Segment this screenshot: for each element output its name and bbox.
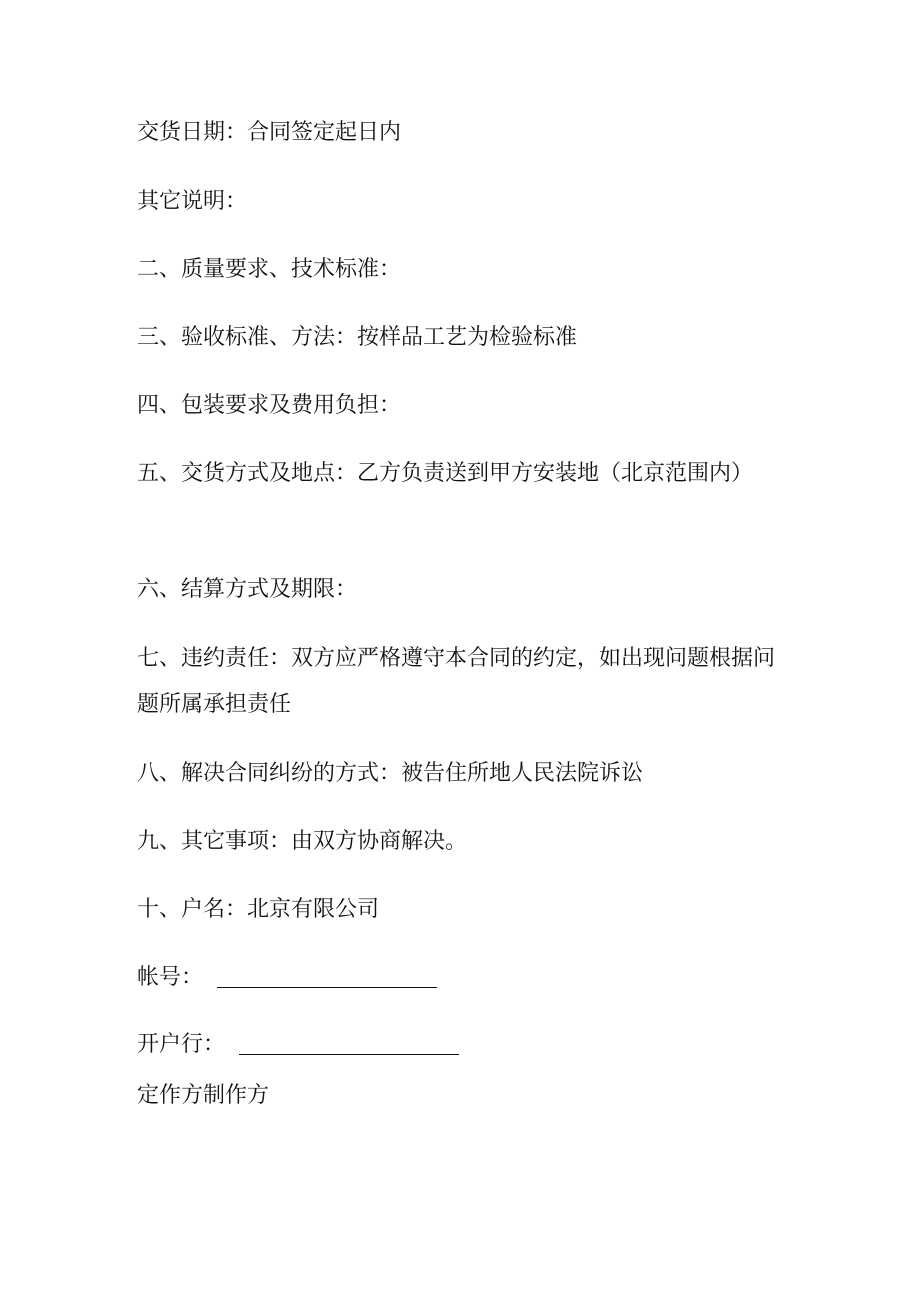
other-notes-line: 其它说明： [137, 189, 248, 214]
delivery-date-line: 交货日期：合同签定起日内 [137, 120, 402, 145]
acceptance-standard-line: 三、验收标准、方法：按样品工艺为检验标准 [137, 325, 578, 350]
other-matters-line: 九、其它事项：由双方协商解决。 [137, 829, 468, 854]
dispute-resolution-line: 八、解决合同纠纷的方式：被告住所地人民法院诉讼 [137, 761, 644, 786]
quality-requirements-line: 二、质量要求、技术标准： [137, 257, 402, 282]
account-number-blank [217, 965, 437, 988]
bank-label: 开户行： [137, 1032, 226, 1057]
account-number-label: 帐号： [137, 965, 204, 990]
bank-blank [239, 1032, 459, 1055]
signature-line: 定作方制作方 [137, 1083, 270, 1108]
account-number-line [137, 955, 437, 1001]
bank-line [137, 1022, 459, 1068]
packaging-line: 四、包装要求及费用负担： [137, 393, 402, 418]
breach-liability-line: 七、违约责任：双方应严格遵守本合同的约定，如出现问题根据问题所属承担责任 [137, 646, 776, 717]
delivery-method-line: 五、交货方式及地点：乙方负责送到甲方安装地（北京范围内） [137, 461, 754, 486]
account-name-line: 十、户名：北京有限公司 [137, 897, 380, 922]
settlement-line: 六、结算方式及期限： [137, 577, 358, 602]
